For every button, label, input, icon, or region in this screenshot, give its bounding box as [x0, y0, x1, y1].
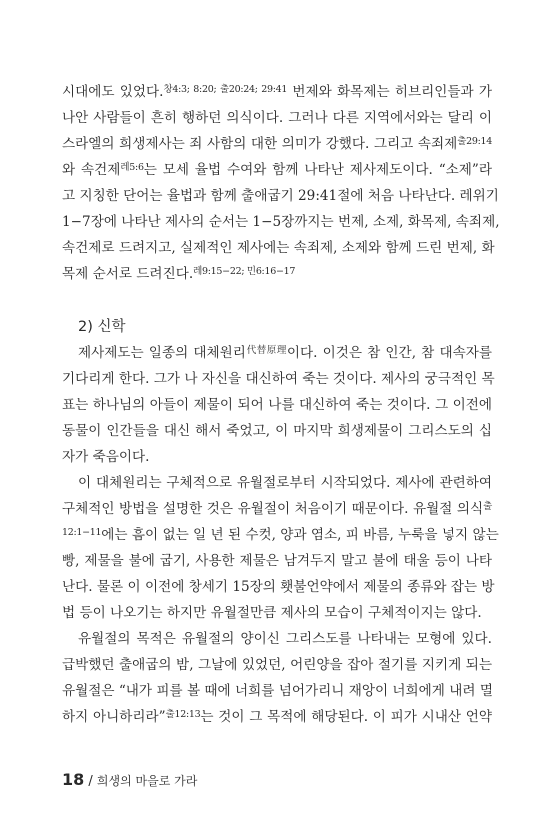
- body-line: 고 지칭한 단어는 율법과 함께 출애굽기 29:41절에 처음 나타난다. 레위기: [62, 188, 499, 204]
- body-line: 급박했던 출애굽의 밤, 그날에 있었던, 어린양을 잡아 절기를 지키게 되는: [62, 657, 492, 673]
- body-line: 나안 사람들이 흔히 행하던 의식이다. 그러나 다른 지역에서와는 달리 이: [62, 110, 492, 126]
- scripture-reference: 레5:6: [120, 162, 144, 173]
- body-line: 유월절의 목적은 유월절의 양이신 그리스도를 나타내는 모형에 있다.: [78, 631, 492, 647]
- body-line: 1−7장에 나타난 제사의 순서는 1−5장까지는 번제, 소제, 화목제, 속죄제,: [62, 214, 500, 230]
- body-line: 이 대체원리는 구체적으로 유월절로부터 시작되었다. 제사에 관련하여: [78, 475, 492, 491]
- body-line: 난다. 물론 이 이전에 창세기 15장의 횃불언약에서 제물의 종류와 잡는 방: [62, 579, 495, 595]
- body-line: 목제 순서로 드려진다.$^{레9:15-22; 민6:16-17}$: [62, 266, 296, 282]
- body-line: 시대에도 있었다.$^{창4:3; 8:20; 출20:24; 29:41}$ 번제와 화목제는 히브리인들과 가: [62, 84, 492, 100]
- body-line: 표는 하나님의 아들이 제물이 되어 나를 대신하여 죽는 것이다. 그 이전에: [62, 397, 492, 413]
- section-heading: 2) 신학: [78, 319, 126, 335]
- body-line: 와 속건제$^{레5:6}$는 모세 율법 수여와 함께 나타난 제사제도이다. “소제”라: [62, 162, 492, 178]
- scripture-reference: 12:1−11: [62, 527, 102, 538]
- hanja-annotation: 代替原理: [245, 345, 287, 356]
- scripture-reference: 출12:13: [165, 709, 201, 720]
- page-number: 18: [62, 770, 85, 789]
- body-line: 제사제도는 일종의 대체원리$^{代替原理}$이다. 이것은 참 인간, 참 대속자를: [78, 345, 492, 361]
- body-line: 기다리게 한다. 그가 나 자신을 대신하여 죽는 것이다. 제사의 궁극적인 목: [62, 371, 495, 387]
- body-line: $^{12:1-11}$에는 흠이 없는 일 년 된 수컷, 양과 염소, 피 바름, 누룩을 넣지 않는: [62, 527, 499, 543]
- body-line: 구체적인 방법을 설명한 것은 유월절이 처음이기 때문이다. 유월절 의식$^출$: [62, 501, 492, 517]
- scripture-reference: 출: [483, 501, 492, 512]
- body-line: 스라엘의 희생제사는 죄 사함의 대한 의미가 강했다. 그리고 속죄제$^{출29:14}$: [62, 136, 492, 152]
- footer-separator: /: [84, 774, 97, 789]
- body-line: 동물이 인간들을 대신 해서 죽었고, 이 마지막 희생제물이 그리스도의 십: [62, 423, 492, 439]
- body-line: 빵, 제물을 불에 굽기, 사용한 제물은 남겨두지 말고 불에 태울 등이 나타: [62, 553, 492, 569]
- scripture-reference: 레9:15−22; 민6:16−17: [193, 266, 296, 277]
- book-title: 희생의 마을로 가라: [96, 774, 198, 788]
- body-line: 자가 죽음이다.: [62, 449, 150, 465]
- page-footer: [62, 770, 197, 789]
- body-line: 유월절은 “내가 피를 볼 때에 너희를 넘어가리니 재앙이 너희에게 내려 멸: [62, 683, 493, 699]
- body-line: 속건제로 드려지고, 실제적인 제사에는 속죄제, 소제와 함께 드린 번제, 화: [62, 240, 495, 256]
- body-line: 하지 아니하리라”$^{출12:13}$는 것이 그 목적에 해당된다. 이 피가 시내산 언약: [62, 709, 492, 725]
- scripture-reference: 창4:3; 8:20; 출20:24; 29:41: [163, 84, 288, 95]
- scripture-reference: 출29:14: [457, 136, 492, 147]
- body-line: 법 등이 나오기는 하지만 유월절만큼 제사의 모습이 구체적이지는 않다.: [62, 605, 482, 621]
